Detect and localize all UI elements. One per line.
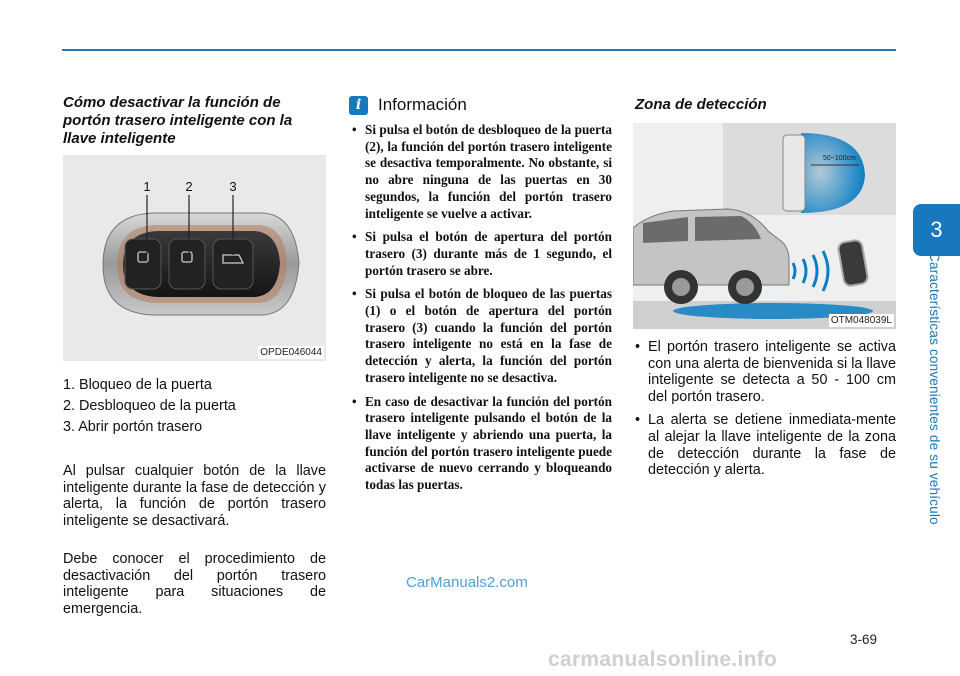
list-item: • El portón trasero inteligente se activa con una alerta de bienvenida si la llave inteligente se detecta a 50 - 100 cm del portón trasero. [635,339,896,405]
section-heading-detection: Zona de detección [635,96,767,113]
list-item: 3. Abrir portón trasero [63,419,203,435]
watermark-site: carmanualsonline.info [548,648,778,671]
info-icon: i [349,96,368,115]
info-bullet-list [352,122,612,501]
detection-zone-illustration [633,123,896,329]
smart-key-illustration [63,155,326,361]
info-title: Información [378,95,467,114]
info-heading [349,95,467,115]
distance-label: 50~100cm [823,155,856,162]
key-label-3: 3 [229,179,237,194]
list-item: 2. Desbloqueo de la puerta [63,398,236,414]
watermark-link[interactable]: CarManuals2.com [406,574,528,591]
detection-zone-figure [633,123,896,329]
list-item: • En caso de desactivar la función del portón trasero inteligente pulsando el botón de la llave inteligente y abriendo una puerta, la función del portón trasero inteligente puede activarse de nuevo cerrando y bloqueando todas las puertas. [352,394,612,494]
key-label-2: 2 [185,179,193,194]
detection-bullet-list [635,339,896,486]
paragraph-deactivate: Al pulsar cualquier botón de la llave inteligente durante la fase de detección y alerta, la función de portón trasero inteligente se desactivará. [63,463,326,529]
list-item: • Si pulsa el botón de apertura del portón trasero (3) durante más de 1 segundo, el portón trasero se abre. [352,229,612,279]
chapter-tab [913,204,960,256]
chapter-title: Características convenientes de su vehículo [927,252,942,525]
key-label-1: 1 [143,179,151,194]
figure-code-right: OTM048039L [830,315,892,326]
smart-key-figure [63,155,326,361]
list-item: • La alerta se detiene inmediata-mente al alejar la llave inteligente de la zona de detección durante la fase de detección y alerta. [635,412,896,478]
key-button-list [63,375,326,438]
top-rule [62,49,896,51]
list-item: • Si pulsa el botón de bloqueo de las puertas (1) o el botón de apertura del portón trasero (3) cuando la función del portón trasero inteligente no está en la fase de detección y alerta, la función del portón trasero inteligente no se desactiva. [352,286,612,386]
list-item: 1. Bloqueo de la puerta [63,377,212,393]
page-number: 3-69 [850,632,878,647]
figure-code-left: OPDE046044 [260,347,322,358]
section-heading-deactivate: Cómo desactivar la función de portón trasero inteligente con la llave inteligente [63,94,293,147]
chapter-number: 3 [930,217,943,242]
paragraph-emergency: Debe conocer el procedimiento de desactivación del portón trasero inteligente para situaciones de emergencia. [63,551,326,617]
list-item: • Si pulsa el botón de desbloqueo de la puerta (2), la función del portón trasero inteligente se desactiva temporalmente. No obstante, si no abre ninguna de las puertas en 30 segundos, la función del portón trasero inteligente se vuelve a activar. [352,122,612,222]
